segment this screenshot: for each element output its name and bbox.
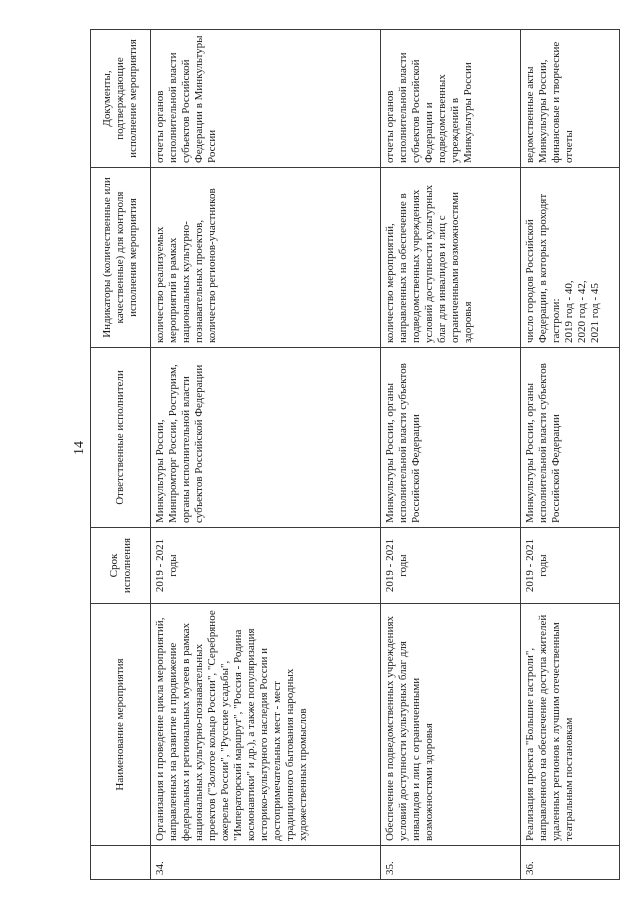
header-number xyxy=(91,846,151,880)
row-name: Обеспечение в подведомственных учреждениях условий доступности культурных благ для инвалидов и лиц с ограниченными возможностями здоровья xyxy=(381,604,521,846)
table-row xyxy=(381,30,521,880)
header-documents: Документы, подтверждающие исполнение мероприятия xyxy=(91,30,151,168)
row-number: 36. xyxy=(521,846,620,880)
page-number: 14 xyxy=(72,441,87,455)
row-number: 35. xyxy=(381,846,521,880)
header-indicators: Индикаторы (количественные или качественные) для контроля исполнения мероприятия xyxy=(91,168,151,348)
indicator-line: 2020 год - 42, xyxy=(575,280,588,343)
row-documents: отчеты органов исполнительной власти субъектов Российской Федерации в Минкультуры России xyxy=(151,30,381,168)
table-header-row xyxy=(91,30,151,880)
rotated-table-container xyxy=(90,30,620,880)
indicator-line: 2019 год - 40, xyxy=(562,280,575,343)
row-documents: отчеты органов исполнительной власти субъектов Российской Федерации и подведомственных учреждений в Минкультуры России xyxy=(381,30,521,168)
indicator-line: число городов Российской Федерации, в которых проходят гастроли: xyxy=(524,193,562,343)
row-number: 34. xyxy=(151,846,381,880)
row-name: Организация и проведение цикла мероприятий, направленных на развитие и продвижение федеральных и региональных музеев в рамках национальных культурно-познавательных проектов ("Золотое кольцо России", "Серебряное ожерелье России", "Русские усадьбы", "Императорский маршрут", "Россия - Родина космонавтики" и др.), а также популяризация историко-культурного наследия России и достопримечательных мест - мест традиционного бытования народных художественных промыслов xyxy=(151,604,381,846)
row-indicators: количество реализуемых мероприятий в рамках национальных культурно-познавательных проектов, количество регионов-участников xyxy=(151,168,381,348)
header-term: Срок исполнения xyxy=(91,528,151,604)
row-documents: ведомственные акты Минкультуры России, финансовые и творческие отчеты xyxy=(521,30,620,168)
row-indicators: количество мероприятий, направленных на обеспечение в подведомственных учреждениях условий доступности культурных благ для инвалидов и лиц с ограниченными возможностями здоровья xyxy=(381,168,521,348)
row-term: 2019 - 2021 годы xyxy=(151,528,381,604)
row-name: Реализация проекта "Большие гастроли", направленного на обеспечение доступа жителей удаленных регионов к лучшим отечественным театральным постановкам xyxy=(521,604,620,846)
row-term: 2019 - 2021 годы xyxy=(521,528,620,604)
table-row xyxy=(521,30,620,880)
row-responsible: Минкультуры России, органы исполнительной власти субъектов Российской Федерации xyxy=(521,348,620,528)
row-responsible: Минкультуры России, органы исполнительной власти субъектов Российской Федерации xyxy=(381,348,521,528)
table-row xyxy=(151,30,381,880)
header-responsible: Ответственные исполнители xyxy=(91,348,151,528)
row-term: 2019 - 2021 годы xyxy=(381,528,521,604)
row-responsible: Минкультуры России, Минпромторг России, Ростуризм, органы исполнительной власти субъектов Российской Федерации xyxy=(151,348,381,528)
indicator-line: 2021 год - 45 xyxy=(588,283,601,343)
document-code xyxy=(0,740,1,830)
measures-table xyxy=(90,29,620,880)
row-indicators xyxy=(521,168,620,348)
header-name: Наименование мероприятия xyxy=(91,604,151,846)
